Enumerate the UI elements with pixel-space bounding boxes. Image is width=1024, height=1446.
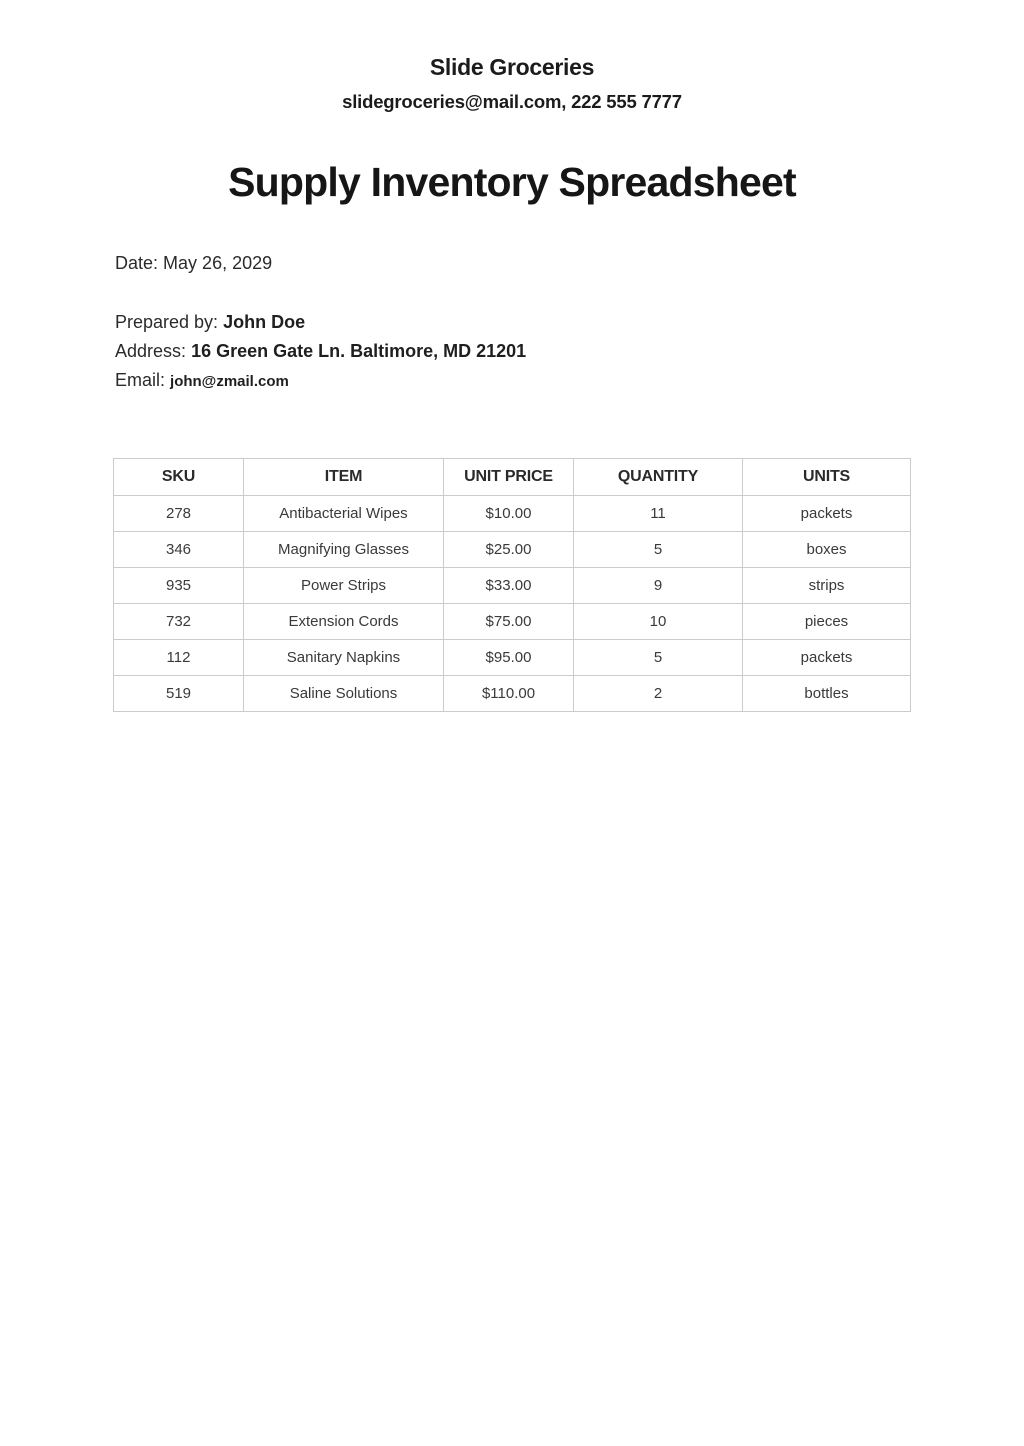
- cell-sku: 278: [114, 496, 244, 532]
- table-row: [114, 676, 911, 712]
- cell-quantity: 9: [574, 568, 743, 604]
- cell-units: packets: [743, 640, 911, 676]
- column-header-unit-price: UNIT PRICE: [444, 459, 574, 496]
- inventory-table: [113, 458, 911, 712]
- column-header-units: UNITS: [743, 459, 911, 496]
- cell-unit-price: $95.00: [444, 640, 574, 676]
- date-line: [115, 249, 909, 278]
- table-row: [114, 604, 911, 640]
- address-line: [115, 337, 909, 366]
- cell-quantity: 2: [574, 676, 743, 712]
- email-line: [115, 366, 909, 396]
- date-label: Date:: [115, 253, 159, 273]
- cell-unit-price: $10.00: [444, 496, 574, 532]
- cell-unit-price: $33.00: [444, 568, 574, 604]
- table-row: [114, 568, 911, 604]
- date-value: May 26, 2029: [163, 253, 273, 273]
- cell-unit-price: $75.00: [444, 604, 574, 640]
- cell-item: Extension Cords: [244, 604, 444, 640]
- cell-units: packets: [743, 496, 911, 532]
- table-row: [114, 496, 911, 532]
- document-header: [0, 54, 1024, 206]
- cell-quantity: 5: [574, 532, 743, 568]
- meta-block: [115, 249, 909, 396]
- cell-sku: 112: [114, 640, 244, 676]
- column-header-sku: SKU: [114, 459, 244, 496]
- table-header-row: [114, 459, 911, 496]
- prepared-by-group: [115, 308, 909, 396]
- cell-sku: 935: [114, 568, 244, 604]
- cell-sku: 519: [114, 676, 244, 712]
- table-row: [114, 532, 911, 568]
- cell-units: boxes: [743, 532, 911, 568]
- cell-item: Magnifying Glasses: [244, 532, 444, 568]
- email-label: Email:: [115, 370, 166, 390]
- address-value: 16 Green Gate Ln. Baltimore, MD 21201: [191, 341, 527, 361]
- cell-unit-price: $25.00: [444, 532, 574, 568]
- cell-unit-price: $110.00: [444, 676, 574, 712]
- column-header-item: ITEM: [244, 459, 444, 496]
- cell-quantity: 10: [574, 604, 743, 640]
- cell-units: bottles: [743, 676, 911, 712]
- cell-units: pieces: [743, 604, 911, 640]
- page-title: Supply Inventory Spreadsheet: [228, 159, 796, 205]
- email-value: john@zmail.com: [170, 373, 289, 390]
- cell-item: Sanitary Napkins: [244, 640, 444, 676]
- cell-sku: 732: [114, 604, 244, 640]
- prepared-by-value: John Doe: [223, 312, 306, 332]
- company-contact-line: slidegroceries@mail.com, 222 555 7777: [342, 91, 682, 112]
- table-row: [114, 640, 911, 676]
- prepared-by-line: [115, 308, 909, 337]
- address-label: Address:: [115, 341, 187, 361]
- cell-item: Antibacterial Wipes: [244, 496, 444, 532]
- cell-quantity: 5: [574, 640, 743, 676]
- cell-item: Saline Solutions: [244, 676, 444, 712]
- prepared-by-label: Prepared by:: [115, 312, 219, 332]
- cell-units: strips: [743, 568, 911, 604]
- cell-sku: 346: [114, 532, 244, 568]
- column-header-quantity: QUANTITY: [574, 459, 743, 496]
- cell-item: Power Strips: [244, 568, 444, 604]
- company-name: Slide Groceries: [429, 54, 595, 80]
- cell-quantity: 11: [574, 496, 743, 532]
